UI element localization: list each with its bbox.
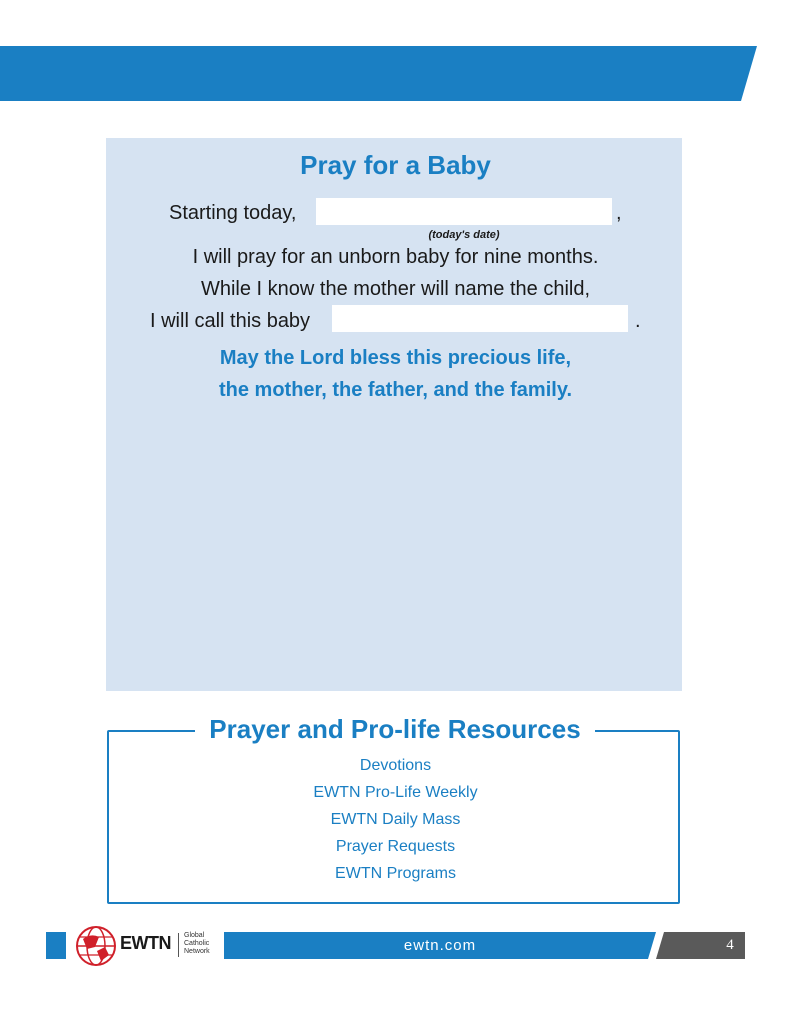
- date-field[interactable]: [316, 198, 612, 225]
- logo-divider: [178, 933, 179, 957]
- link-ewtn-programs[interactable]: EWTN Programs: [335, 865, 456, 882]
- resources-title: Prayer and Pro-life Resources: [195, 710, 595, 748]
- pray-line: I will pray for an unborn baby for nine months.: [192, 246, 599, 268]
- page-title: NINE MONTHS OF PRAYER: [220, 12, 571, 42]
- globe-logo-icon: [75, 925, 117, 967]
- link-pro-life-weekly[interactable]: EWTN Pro-Life Weekly: [313, 784, 478, 801]
- logo-sub-global: Global: [184, 932, 205, 939]
- blessing-line-1: May the Lord bless this precious life,: [219, 347, 572, 369]
- baby-name-field[interactable]: [332, 305, 628, 332]
- logo-sub-catholic: Catholic: [184, 940, 210, 947]
- footer-url-link[interactable]: ewtn.com: [403, 937, 477, 954]
- period-text: .: [635, 310, 641, 332]
- ewtn-logo-text: EWTN: [120, 933, 171, 953]
- mother-line: While I know the mother will name the child,: [200, 278, 591, 300]
- page-number: 4: [726, 937, 734, 953]
- comma-text: ,: [616, 202, 622, 224]
- logo-sub-network: Network: [184, 948, 210, 955]
- blessing-line-2: the mother, the father, and the family.: [218, 379, 573, 401]
- card-title: Pray for a Baby: [300, 150, 491, 180]
- footer-accent-square: [46, 932, 66, 959]
- logo-subtitle: [184, 932, 210, 956]
- link-daily-mass[interactable]: EWTN Daily Mass: [330, 811, 461, 828]
- call-baby-label: I will call this baby: [150, 310, 311, 332]
- date-hint: (today's date): [428, 229, 500, 241]
- link-prayer-requests[interactable]: Prayer Requests: [335, 838, 456, 855]
- link-devotions[interactable]: Devotions: [359, 757, 432, 774]
- starting-today-label: Starting today,: [169, 202, 297, 224]
